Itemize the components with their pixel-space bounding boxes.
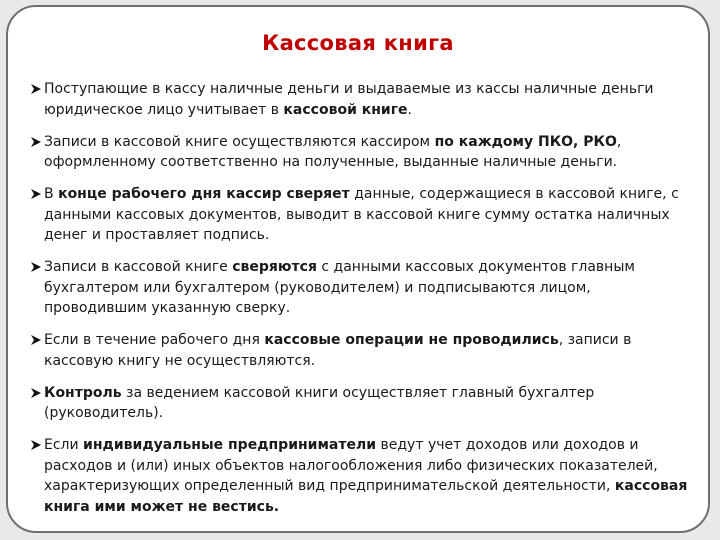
bullet-paragraph [32,132,692,173]
paragraph-text: , оформленному соответственно на полученные, выданные наличные деньги. [44,133,622,170]
slide-content [32,79,692,529]
paragraph-text: Поступающие в кассу наличные деньги и выдаваемые из кассы наличные деньги юридическое лицо учитывает в [44,81,654,118]
arrowhead-bullet-icon [30,83,42,95]
bullet-paragraph [32,330,692,371]
paragraph-text: Записи в кассовой книге [44,259,233,275]
paragraph-text: за ведением кассовой книги осуществляет главный бухгалтер (руководитель). [44,384,595,421]
arrowhead-bullet-icon [30,261,42,273]
emphasized-text: кассовые операции не проводились [264,332,559,348]
emphasized-text: кассовая книга ими может не вестись. [44,478,688,515]
arrowhead-bullet-icon [30,439,42,451]
slide-card [6,5,710,533]
bullet-paragraph [32,435,692,517]
paragraph-text: Если [44,437,84,453]
bullet-paragraph [32,184,692,246]
emphasized-text: кассовой книге [283,101,408,118]
bullet-paragraph [32,79,692,120]
arrowhead-bullet-icon [30,188,42,200]
paragraph-text: с данными кассовых документов главным бухгалтером или бухгалтером (руководителем) и подписываются лицом, проводившим указанную сверку. [44,259,635,316]
paragraph-text: данные, содержащиеся в кассовой книге, с данными кассовых документов, выводит в кассовой книге сумму остатка наличных денег и проставляет подпись. [44,186,679,243]
emphasized-text: конце рабочего дня кассир сверяет [58,186,350,202]
emphasized-text: Контроль [44,384,122,401]
paragraph-text: ведут учет доходов или доходов и расходов и (или) иных объектов налогообложения либо физических показателей, характеризующих определенный вид предпринимательской деятельности, [44,437,658,494]
emphasized-text: сверяются [232,259,317,275]
paragraph-text: В [44,186,59,202]
paragraph-text: , записи в кассовую книгу не осуществляются. [44,332,632,369]
emphasized-text: по каждому ПКО, РКО [434,133,617,150]
arrowhead-bullet-icon [30,387,42,399]
slide-title: Кассовая книга [262,31,454,55]
paragraph-text: Если в течение рабочего дня [44,332,265,348]
arrowhead-bullet-icon [30,136,42,148]
bullet-paragraph [32,257,692,319]
bullet-paragraph [32,383,692,424]
paragraph-text: . [407,101,412,118]
emphasized-text: индивидуальные предприниматели [83,437,377,453]
paragraph-text: Записи в кассовой книге осуществляются кассиром [44,133,435,150]
arrowhead-bullet-icon [30,334,42,346]
